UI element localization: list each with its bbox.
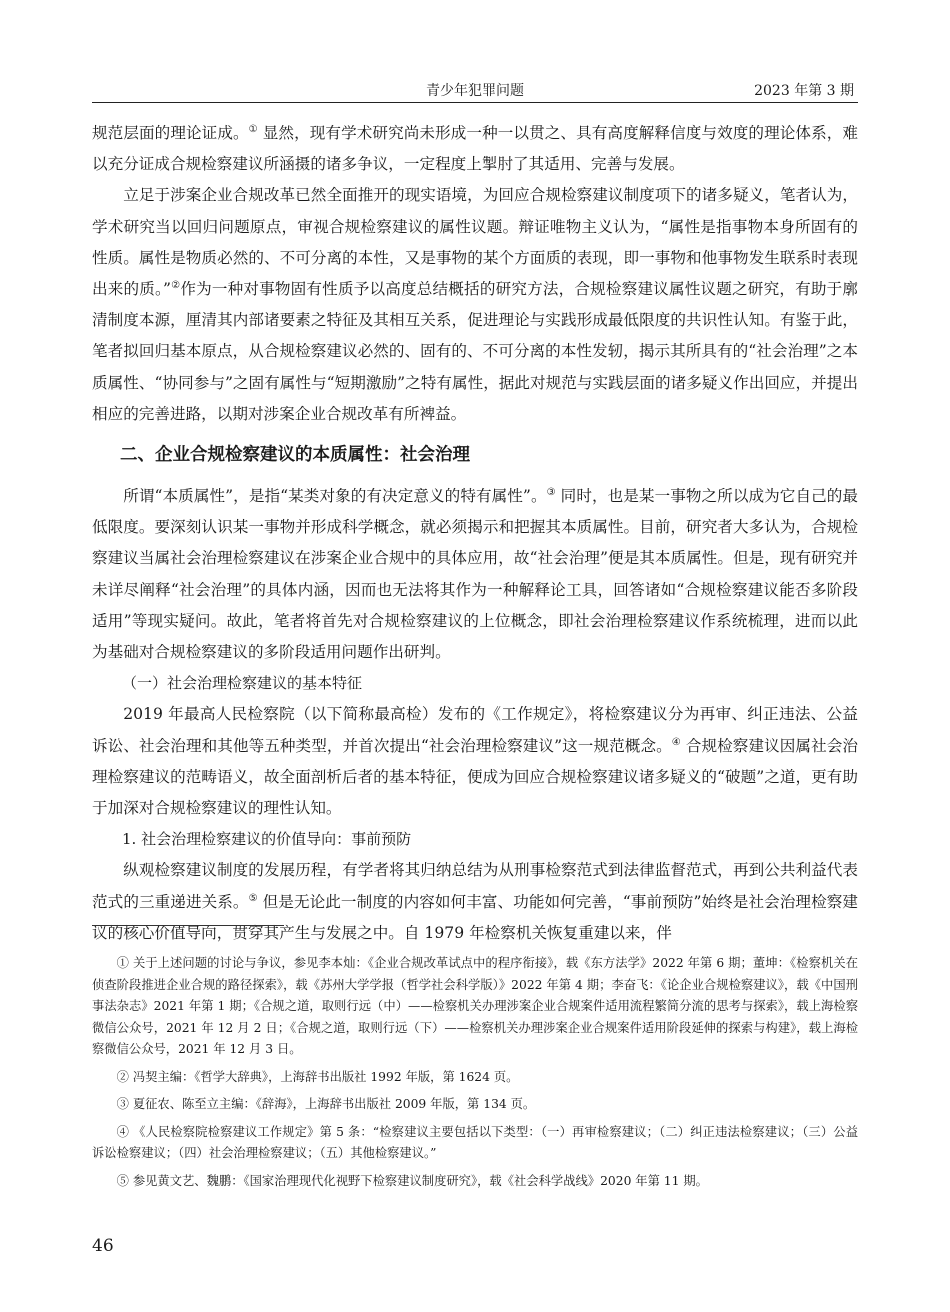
footnote-ref-2[interactable]: ②: [171, 279, 181, 291]
article-body: [92, 118, 858, 949]
footnote-ref-3[interactable]: ③: [546, 486, 556, 498]
footnote-1: ① 关于上述问题的讨论与争议，参见李本灿：《企业合规改革试点中的程序衔接》，载《东方法学》2022 年第 6 期；董坤：《检察机关在侦查阶段推进企业合规的路径探索》，载《苏州大学学报（哲学社会科学版）》2022 年第 4 期；李奋飞：《论企业合规检察建议》，载《中国刑事法杂志》2021 年第 1 期；《合规之道，取则行远（中）——检察机关办理涉案企业合规案件适用流程繁简分流的思考与探索》，载上海检察微信公众号，2021 年 12 月 2 日；《合规之道，取则行远（下）——检察机关办理涉案企业合规案件适用阶段延伸的探索与构建》，载上海检察微信公众号，2021 年 12 月 3 日。: [92, 956, 858, 1056]
page-number: 46: [92, 1236, 114, 1256]
footnote-ref-5[interactable]: ⑤: [248, 892, 258, 904]
footnote-3: ③ 夏征农、陈至立主编：《辞海》，上海辞书出版社 2009 年版，第 134 页。: [116, 1097, 536, 1111]
subsection-heading: （一）社会治理检察建议的基本特征: [122, 674, 363, 693]
paragraph-1: 规范层面的理论证成。① 显然，现有学术研究尚未形成一种一以贯之、具有高度解释信度与效度的理论体系，难以充分证成合规检察建议所涵摄的诸多争议，一定程度上掣肘了其适用、完善与发展。: [92, 123, 858, 174]
issue-label: 2023 年第 3 期: [754, 83, 854, 99]
paragraph-4: 2019 年最高人民检察院（以下简称最高检）发布的《工作规定》，将检察建议分为再审、纠正违法、公益诉讼、社会治理和其他等五种类型，并首次提出“社会治理检察建议”这一规范概念。④ 合规检察建议因属社会治理检察建议的范畴语义，故全面剖析后者的基本特征，便成为回应合规检察建议诸多疑义的“破题”之道，更有助于加深对合规检察建议的理性认知。: [92, 705, 858, 818]
footnote-2: ② 冯契主编：《哲学大辞典》，上海辞书出版社 1992 年版，第 1624 页。: [116, 1069, 519, 1084]
sub-subsection-heading: 1. 社会治理检察建议的价值导向：事前预防: [122, 830, 412, 849]
footnote-ref-4[interactable]: ④: [671, 736, 681, 748]
footnote-divider: [92, 925, 284, 926]
footnote-ref-1[interactable]: ①: [248, 123, 258, 135]
paragraph-2: 立足于涉案企业合规改革已然全面推开的现实语境，为回应合规检察建议制度项下的诸多疑义，笔者认为，学术研究当以回归问题原点，审视合规检察建议的属性议题。辩证唯物主义认为，“属性是指事物本身所固有的性质。属性是物质必然的、不可分离的本性，又是事物的某个方面质的表现，即一事物和他事物发生联系时表现出来的质。”②作为一种对事物固有性质予以高度总结概括的研究方法，合规检察建议属性议题之研究，有助于廓清制度本源，厘清其内部诸要素之特征及其相互关系，促进理论与实践形成最低限度的共识性认知。有鉴于此，笔者拟回归基本原点，从合规检察建议必然的、固有的、不可分离的本性发轫，揭示其所具有的“社会治理”之本质属性、“协同参与”之固有属性与“短期激励”之特有属性，据此对规范与实践层面的诸多疑义作出回应，并提出相应的完善进路，以期对涉案企业合规改革有所裨益。: [92, 186, 858, 423]
footnotes: [92, 953, 858, 1198]
paragraph-3: 所谓“本质属性”，是指“某类对象的有决定意义的特有属性”。③ 同时，也是某一事物之所以成为它自己的最低限度。要深刻认识某一事物并形成科学概念，就必须揭示和把握其本质属性。目前，研究者大多认为，合规检察建议当属社会治理检察建议在涉案企业合规中的具体应用，故“社会治理”便是其本质属性。但是，现有研究并未详尽阐释“社会治理”的具体内涵，因而也无法将其作为一种解释论工具，回答诸如“合规检察建议能否多阶段适用”等现实疑问。故此，笔者将首先对合规检察建议的上位概念，即社会治理检察建议作系统梳理，进而以此为基础对合规检察建议的多阶段适用问题作出研判。: [92, 486, 859, 662]
footnote-4: ④ 《人民检察院检察建议工作规定》第 5 条：“检察建议主要包括以下类型：（一）再审检察建议；（二）纠正违法检察建议；（三）公益诉讼检察建议；（四）社会治理检察建议；（五）其他检察建议。”: [92, 1124, 858, 1160]
running-header: [92, 76, 858, 103]
paragraph-5: 纵观检察建议制度的发展历程，有学者将其归纳总结为从刑事检察范式到法律监督范式，再到公共利益代表范式的三重递进关系。⑤ 但是无论此一制度的内容如何丰富、功能如何完善，“事前预防”始终是社会治理检察建议的核心价值导向，贯穿其产生与发展之中。自 1979 年检察机关恢复重建以来，伴: [92, 861, 858, 942]
journal-title: 青少年犯罪问题: [426, 83, 524, 99]
section-heading: 二、企业合规检察建议的本质属性：社会治理: [120, 445, 470, 466]
footnote-5: ⑤ 参见黄文艺、魏鹏：《国家治理现代化视野下检察建议制度研究》，载《社会科学战线》2020 年第 11 期。: [116, 1173, 708, 1188]
